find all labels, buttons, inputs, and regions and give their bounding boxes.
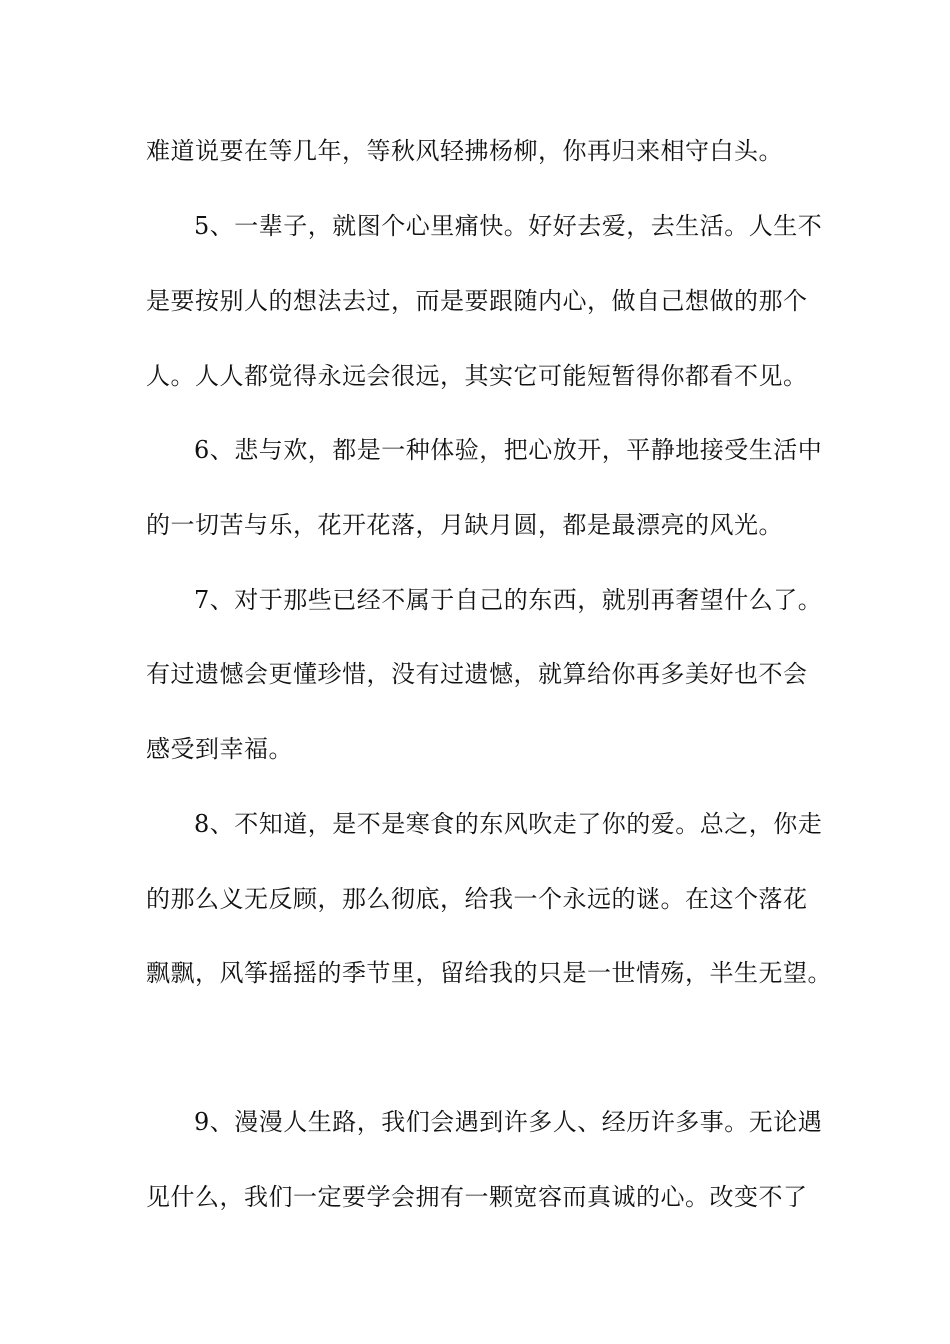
item-5-first-line: 5、一辈子，就图个心里痛快。好好去爱，去生活。人生不 xyxy=(194,212,823,240)
item-7-first-line: 7、对于那些已经不属于自己的东西，就别再奢望什么了。 xyxy=(194,586,823,614)
text-line: 飘飘，风筝摇摇的季节里，留给我的只是一世情殇，半生无望。 xyxy=(146,959,832,987)
text-line: 有过遗憾会更懂珍惜，没有过遗憾，就算给你再多美好也不会 xyxy=(146,660,808,688)
item-9-first-line: 9、漫漫人生路，我们会遇到许多人、经历许多事。无论遇 xyxy=(194,1108,823,1136)
text-line: 见什么，我们一定要学会拥有一颗宽容而真诚的心。改变不了 xyxy=(146,1183,808,1211)
text-line: 是要按别人的想法去过，而是要跟随内心，做自己想做的那个 xyxy=(146,287,808,315)
item-8-first-line: 8、不知道，是不是寒食的东风吹走了你的爱。总之，你走 xyxy=(194,810,823,838)
text-line: 感受到幸福。 xyxy=(146,735,293,763)
text-line: 人。人人都觉得永远会很远，其实它可能短暂得你都看不见。 xyxy=(146,362,808,390)
text-line: 难道说要在等几年，等秋风轻拂杨柳，你再归来相守白头。 xyxy=(146,137,783,165)
text-line: 的一切苦与乐，花开花落，月缺月圆，都是最漂亮的风光。 xyxy=(146,511,783,539)
text-line: 的那么义无反顾，那么彻底，给我一个永远的谜。在这个落花 xyxy=(146,885,808,913)
item-6-first-line: 6、悲与欢，都是一种体验，把心放开，平静地接受生活中 xyxy=(194,436,823,464)
